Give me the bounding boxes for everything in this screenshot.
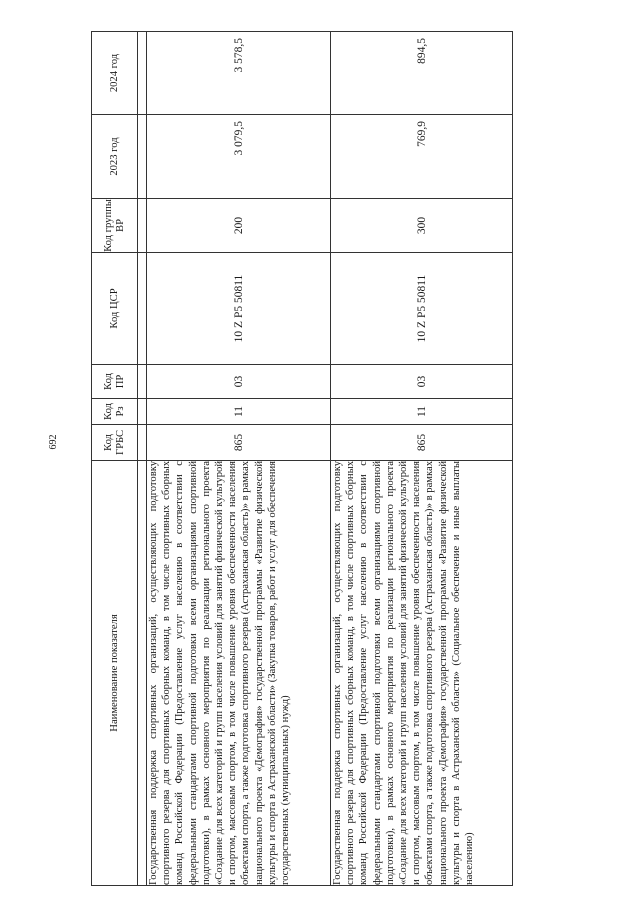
- spacer-row: [138, 32, 147, 886]
- row-description: Государственная поддержка спортивных организаций, осуществляющих подготовку спортивного резерва для спортивных сборных команд, в том числе спортивных сборных команд Российской Федерации (Предоставление услуг населению в соответствии с федеральными стандартами спортивной подготовки всеми организациями спортивной подготовки), в рамках основного мероприятия по реализации регионального проекта «Создание для всех категорий и групп населения условий для занятий физической культурой и спортом, массовым спортом, в том числе повышение уровня обеспеченности населения объектами спорта, а также подготовка спортивного резерва (Астраханская область)» в рамках национального проекта «Демография» государственной программы «Развитие физической культуры и спорта в Астраханской области» (Закупка товаров, работ и услуг для обеспечения государственных (муниципальных) нужд): [147, 461, 331, 886]
- cell-grbs: 865: [331, 425, 513, 461]
- spacer-cell: [138, 399, 147, 425]
- rotated-table-wrapper: [91, 32, 511, 886]
- cell-rz: 11: [147, 399, 331, 425]
- header-rz: Код Рз: [92, 399, 138, 425]
- table-header-row: [92, 32, 138, 886]
- spacer-cell: [138, 461, 147, 886]
- cell-rz: 11: [331, 399, 513, 425]
- cell-csr: 10 Z P5 50811: [147, 253, 331, 365]
- spacer-cell: [138, 365, 147, 399]
- cell-vr: 200: [147, 199, 331, 253]
- cell-2024: 3 578,5: [147, 32, 331, 115]
- header-grbs: Код ГРБС: [92, 425, 138, 461]
- header-name: Наименование показателя: [92, 461, 138, 886]
- cell-2023: 769,9: [331, 115, 513, 199]
- cell-grbs: 865: [147, 425, 331, 461]
- header-pr: Код ПР: [92, 365, 138, 399]
- cell-2023: 3 079,5: [147, 115, 331, 199]
- cell-pr: 03: [331, 365, 513, 399]
- cell-pr: 03: [147, 365, 331, 399]
- header-2024: 2024 год: [92, 32, 138, 115]
- budget-table: [91, 31, 513, 886]
- spacer-cell: [138, 425, 147, 461]
- spacer-cell: [138, 253, 147, 365]
- cell-csr: 10 Z P5 50811: [331, 253, 513, 365]
- header-vr: Код группы ВР: [92, 199, 138, 253]
- spacer-cell: [138, 199, 147, 253]
- cell-vr: 300: [331, 199, 513, 253]
- cell-2024: 894,5: [331, 32, 513, 115]
- header-2023: 2023 год: [92, 115, 138, 199]
- page-number: 692: [48, 434, 59, 450]
- spacer-cell: [138, 32, 147, 115]
- table-row: [147, 32, 331, 886]
- header-csr: Код ЦСР: [92, 253, 138, 365]
- table-row: [331, 32, 513, 886]
- row-description: Государственная поддержка спортивных организаций, осуществляющих подготовку спортивного резерва для спортивных сборных команд, в том числе спортивных сборных команд Российской Федерации (Предоставление услуг населению в соответствии с федеральными стандартами спортивной подготовки всеми организациями спортивной подготовки), в рамках основного мероприятия по реализации регионального проекта «Создание для всех категорий и групп населения условий для занятий физической культурой и спортом, массовым спортом, в том числе повышение уровня обеспеченности населения объектами спорта, а также подготовка спортивного резерва (Астраханская область)» в рамках национального проекта «Демография» государственной программы «Развитие физической культуры и спорта в Астраханской области» (Социальное обеспечение и иные выплаты населению): [331, 461, 513, 886]
- spacer-cell: [138, 115, 147, 199]
